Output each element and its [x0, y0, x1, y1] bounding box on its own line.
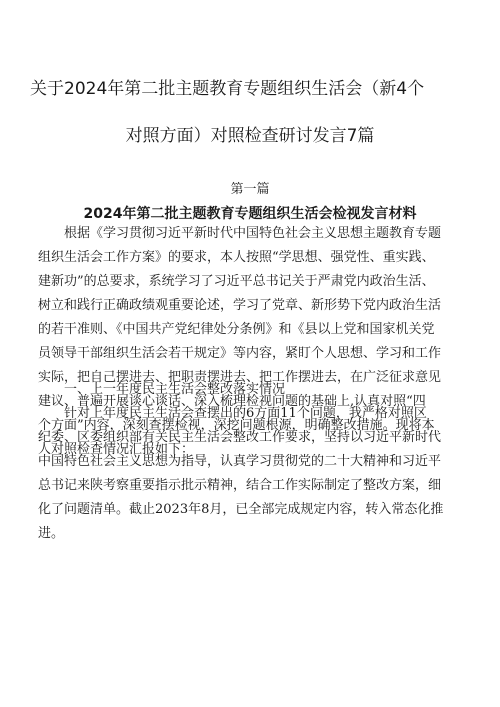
- paragraph-line: 人对照检查情况汇报如下：: [38, 442, 195, 457]
- paragraph-line: 实际，把自己摆进去、把职责摆进去、把工作摆进去，在广泛征求意见: [38, 370, 442, 385]
- paragraph-line: 针对上年度民主生活会查摆出的6方面11个问题，我严格对照区: [38, 406, 427, 421]
- paragraph-line: 员领导干部组织生活会若干规定》等内容，紧盯个人思想、学习和工作: [38, 346, 442, 361]
- paragraph-line: 化了问题清单。截止2023年8月，已全部完成规定内容，转入常态化推: [38, 502, 444, 517]
- paragraph-line: 中国特色社会主义思想为指导，认真学习贯彻党的二十大精神和习近平: [38, 454, 442, 469]
- paragraph-2: [38, 402, 462, 546]
- paragraph-line: 建新功”的总要求，系统学习了习近平总书记关于严肃党内政治生活、: [38, 274, 435, 289]
- document-title-line-2: 对照方面）对照检查研讨发言7篇: [125, 126, 375, 146]
- paragraph-line: 纪委、区委组织部有关民主生活会整改工作要求，坚持以习近平新时代: [38, 430, 442, 445]
- section-number: 第一篇: [230, 182, 270, 197]
- paragraph-line: 根据《学习贯彻习近平新时代中国特色社会主义思想主题教育专题: [38, 226, 442, 241]
- section-title: 2024年第二批主题教育专题组织生活会检视发言材料: [83, 206, 417, 222]
- paragraph-line: 的若干准则、《中国共产党纪律处分条例》和《县以上党和国家机关党: [38, 322, 435, 337]
- paragraph-line: 进。: [38, 526, 65, 541]
- paragraph-line: 建议、普遍开展谈心谈话、深入梳理检视问题的基础上,认真对照“四: [38, 394, 426, 409]
- paragraph-line: 总书记来陕考察重要指示批示精神，结合工作实际制定了整改方案，细: [38, 478, 442, 493]
- document-title-line-1: 关于2024年第二批主题教育专题组织生活会（新4个: [30, 79, 425, 99]
- paragraph-line: 组织生活会工作方案》的要求，本人按照“学思想、强党性、重实践、: [38, 250, 435, 265]
- heading-text: 一、上一年度民主生活会整改落实情况: [38, 382, 286, 397]
- paragraph-line: 树立和践行正确政绩观重要论述，学习了党章、新形势下党内政治生活: [38, 298, 442, 313]
- section-heading-1: [38, 378, 462, 402]
- paragraph-line: 个方面”内容，深刻查摆检视，深挖问题根源，明确整改措施。现将本: [38, 418, 435, 433]
